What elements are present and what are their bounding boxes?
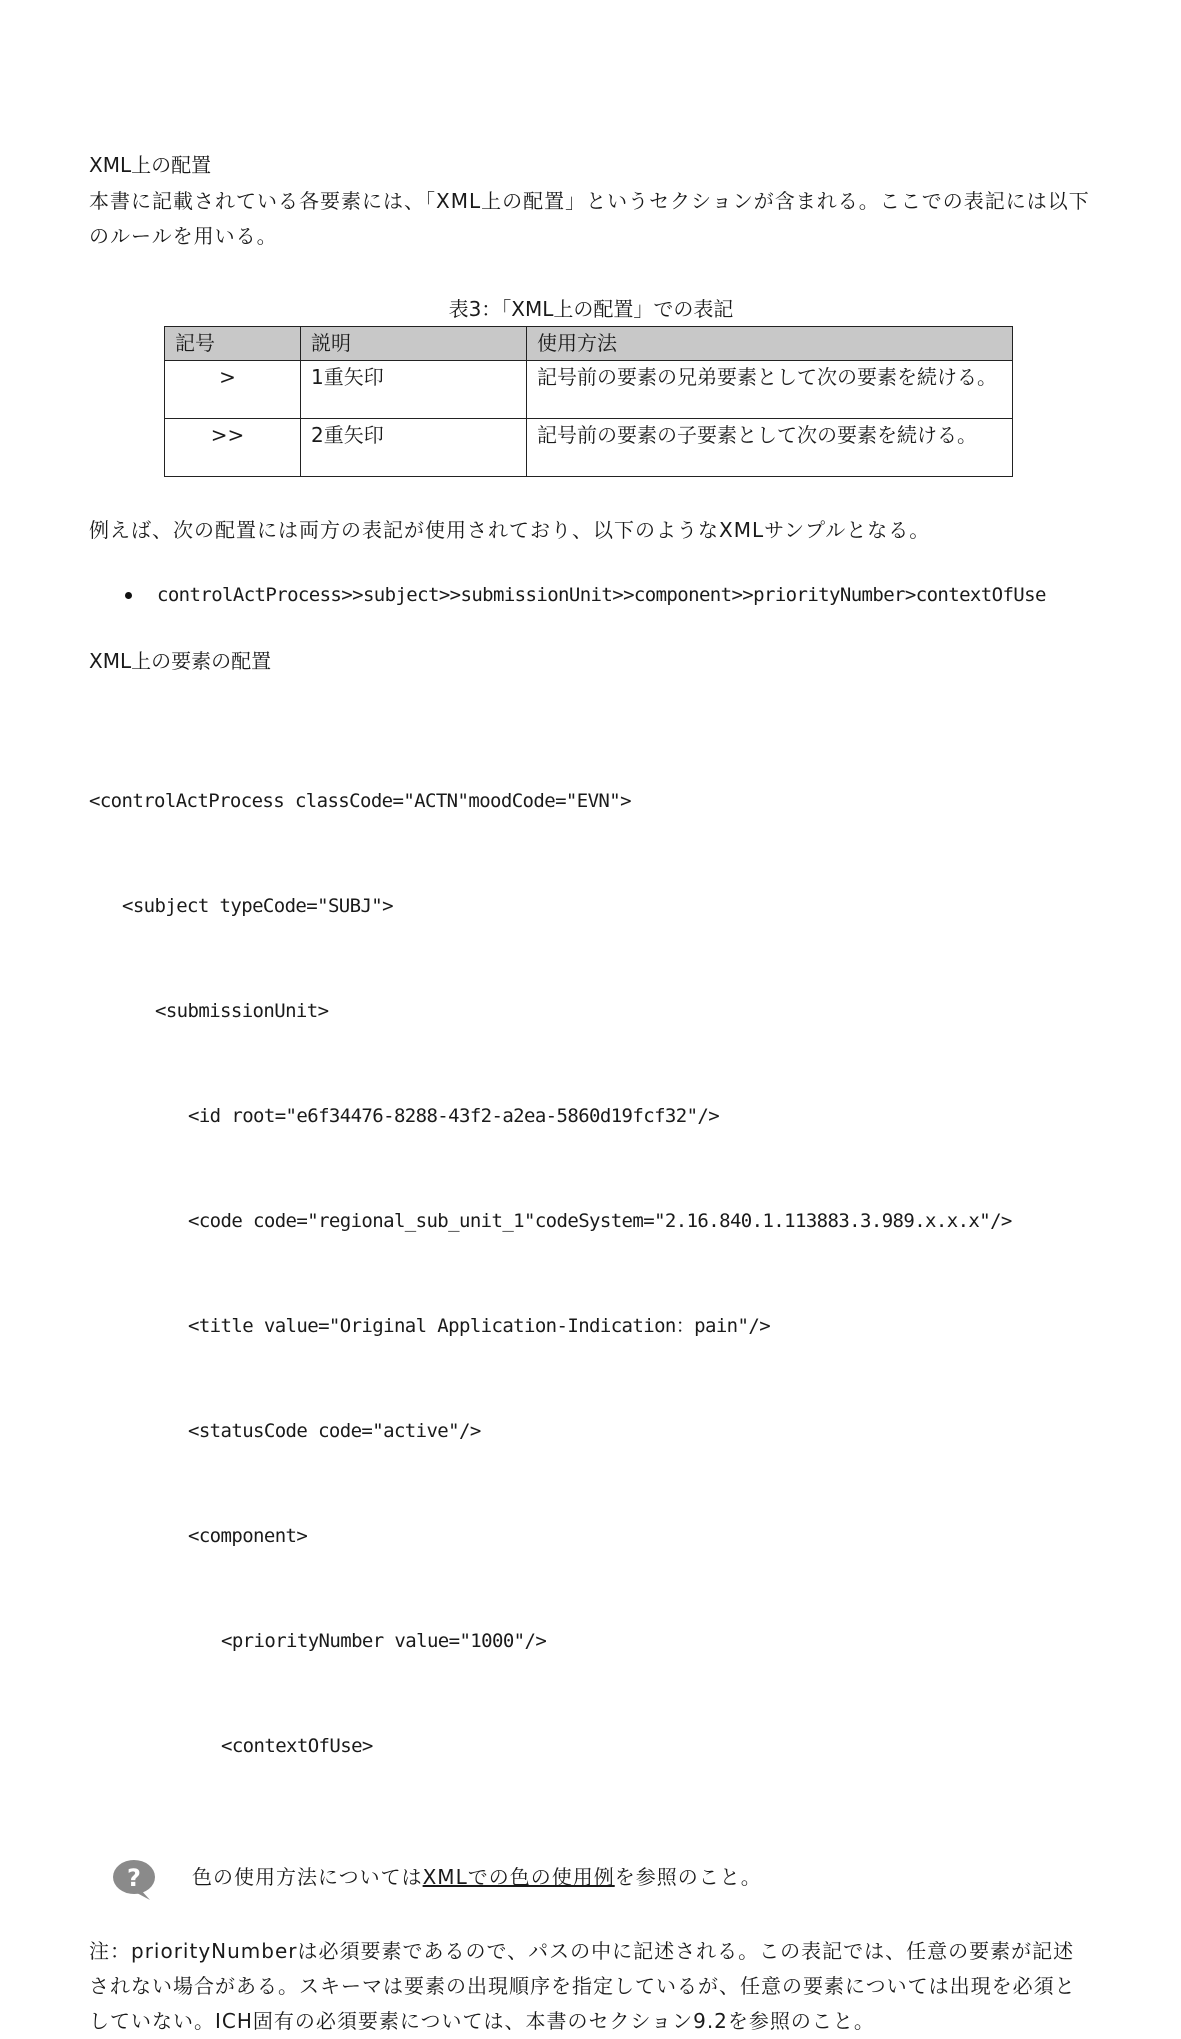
code-line: <title value="Original Application-Indication：pain"/> [188, 1315, 771, 1337]
color-usage-link[interactable]: XMLでの色の使用例 [422, 1865, 615, 1889]
intro-paragraph: 本書に記載されている各要素には、「XML上の配置」というセクションが含まれる。ここでの表記には以下のルールを用いる。 [89, 189, 1090, 248]
bullet-list [89, 580, 1093, 610]
table-header-symbol: 記号 [165, 327, 301, 361]
table-cell-usage: 記号前の要素の兄弟要素として次の要素を続ける。 [527, 361, 1013, 419]
note-text [192, 1862, 762, 1892]
document-page [89, 148, 1093, 2039]
code-line: <statusCode code="active"/> [188, 1420, 481, 1442]
table-cell-usage: 記号前の要素の子要素として次の要素を続ける。 [527, 419, 1013, 477]
code-line: <component> [188, 1525, 308, 1547]
table-header-usage: 使用方法 [527, 327, 1013, 361]
notation-table [164, 326, 1013, 477]
xml-subheading: XML上の要素の配置 [89, 649, 272, 673]
note-paragraph: 注：priorityNumberは必須要素であるので、パスの中に記述される。この表記では、任意の要素が記述されない場合がある。スキーマは要素の出現順序を指定しているが、任意の要素については出現を必須としていない。ICH固有の必須要素については、本書のセクション9.2を参照のこと。 [89, 1939, 1076, 2033]
note-callout [89, 1852, 1093, 1908]
xml-code-block [89, 714, 1093, 1834]
question-bubble-icon [110, 1858, 158, 1902]
table-row [165, 419, 1013, 477]
code-line: <id root="e6f34476-8288-43f2-a2ea-5860d19fcf32"/> [188, 1105, 720, 1127]
bullet-path-text: controlActProcess>>subject>>submissionUnit>>component>>priorityNumber>contextOfUse [157, 584, 1046, 606]
table-header-description: 説明 [301, 327, 527, 361]
list-item [89, 580, 1093, 610]
code-line: <submissionUnit> [155, 1000, 329, 1022]
table-row [165, 361, 1013, 419]
bullet-icon [125, 592, 132, 599]
code-line: <code code="regional_sub_unit_1"codeSystem="2.16.840.1.113883.3.989.x.x.x"/> [188, 1210, 1012, 1232]
table-cell-symbol: > [165, 361, 301, 419]
code-line: <contextOfUse> [221, 1735, 373, 1757]
table-cell-symbol: >> [165, 419, 301, 477]
code-line: <controlActProcess classCode="ACTN"moodCode="EVN"> [89, 790, 631, 812]
table-cell-description: 1重矢印 [301, 361, 527, 419]
code-line: <priorityNumber value="1000"/> [221, 1630, 547, 1652]
section-heading: XML上の配置 [89, 153, 212, 177]
note-text-before: 色の使用方法については [192, 1865, 423, 1889]
example-paragraph: 例えば、次の配置には両方の表記が使用されており、以下のようなXMLサンプルとなる。 [89, 518, 931, 542]
svg-text:?: ? [127, 1864, 141, 1892]
note-text-after: を参照のこと。 [614, 1865, 762, 1889]
code-line: <subject typeCode="SUBJ"> [122, 895, 393, 917]
table-header-row [165, 327, 1013, 361]
table-caption: 表3：「XML上の配置」での表記 [448, 297, 734, 321]
table-cell-description: 2重矢印 [301, 419, 527, 477]
